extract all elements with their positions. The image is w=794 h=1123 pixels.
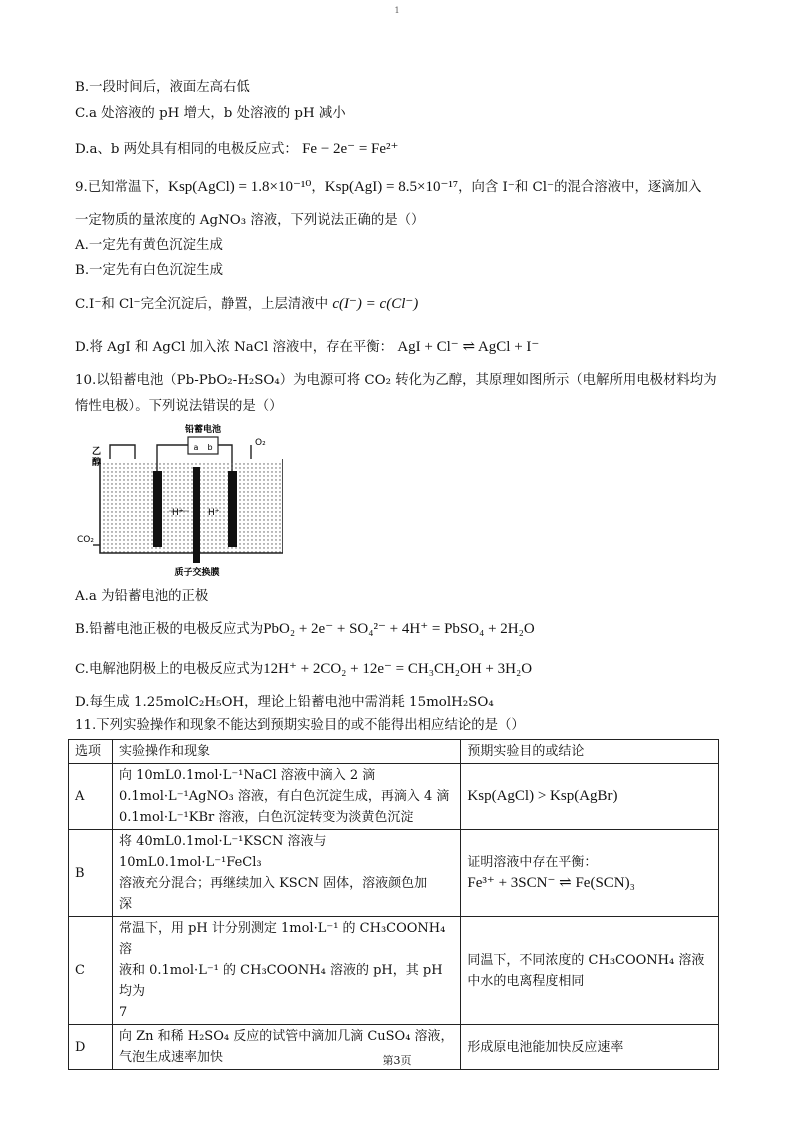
cathode-electrode bbox=[153, 471, 162, 547]
table-row bbox=[69, 764, 719, 830]
q9-option-d-text: D.将 AgI 和 AgCl 加入浓 NaCl 溶液中，存在平衡： bbox=[75, 340, 394, 355]
row-d-concl-line: 形成原电池能加快反应速率 bbox=[467, 1039, 624, 1055]
table-header-conclusion: 预期实验目的或结论 bbox=[461, 740, 719, 764]
electrolysis-diagram-svg bbox=[75, 419, 283, 579]
q10-option-b bbox=[75, 620, 535, 639]
q9-stem-tail: ，向含 I⁻和 Cl⁻的混合溶液中，逐滴加入 bbox=[458, 180, 702, 195]
row-b-option: B bbox=[69, 830, 113, 917]
page-header-mark: 1 bbox=[394, 6, 400, 15]
q9-option-d-formula: AgI + Cl⁻ ⇌ AgCl + I⁻ bbox=[397, 339, 540, 355]
row-a-concl-line: Ksp(AgCl) > Ksp(AgBr) bbox=[467, 788, 618, 804]
row-b-concl-line: Fe³⁺ + 3SCN⁻ ⇌ Fe(SCN)₃ bbox=[467, 875, 635, 891]
q8-option-c: C.a 处溶液的 pH 增大，b 处溶液的 pH 减小 bbox=[75, 106, 346, 121]
q8-option-d-formula: Fe − 2e⁻ = Fe²⁺ bbox=[302, 141, 399, 157]
q10-stem-line1: 10.以铅蓄电池（Pb-PbO₂-H₂SO₄）为电源可将 CO₂ 转化为乙醇，其原理如图所示（电解所用电极材料均为 bbox=[75, 373, 717, 388]
electrolyte bbox=[100, 463, 283, 553]
q9-ksp-agcl: Ksp(AgCl) = 1.8×10⁻¹⁰ bbox=[168, 179, 312, 195]
q10-stem-line2: 惰性电极）。下列说法错误的是（） bbox=[75, 399, 283, 414]
row-c-option: C bbox=[69, 917, 113, 1025]
q10-option-c-text: C.电解池阴极上的电极反应式为 bbox=[75, 662, 264, 677]
q8-option-d bbox=[75, 140, 398, 159]
proton-exchange-membrane bbox=[193, 467, 200, 563]
row-c-op-line: 常温下，用 pH 计分别测定 1mol·L⁻¹ 的 CH₃COONH₄ 溶 bbox=[118, 921, 446, 957]
anode-electrode bbox=[228, 471, 237, 547]
q9-option-d bbox=[75, 338, 539, 357]
table-header-row bbox=[69, 740, 719, 764]
row-a-option: A bbox=[69, 764, 113, 830]
row-c-concl-line: 中水的电离程度相同 bbox=[467, 973, 585, 989]
q9-stem-intro: 9.已知常温下， bbox=[75, 180, 169, 195]
q9-option-c-text: C.I⁻和 Cl⁻完全沉淀后，静置，上层清液中 bbox=[75, 297, 329, 312]
table-header-operation: 实验操作和现象 bbox=[112, 740, 460, 764]
q9-stem-line1 bbox=[75, 178, 701, 197]
row-b-op-line: 将 40mL0.1mol·L⁻¹KSCN 溶液与 10mL0.1mol·L⁻¹FeCl₃ bbox=[118, 834, 327, 870]
q10-option-c bbox=[75, 660, 532, 679]
table-header-option: 选项 bbox=[69, 740, 113, 764]
row-a-op-line: 0.1mol·L⁻¹AgNO₃ 溶液，有白色沉淀生成，再滴入 4 滴 bbox=[118, 789, 450, 804]
oxygen-label: O₂ bbox=[255, 438, 266, 448]
q9-separator: ， bbox=[311, 180, 325, 195]
row-d-option: D bbox=[69, 1025, 113, 1070]
row-b-conclusion bbox=[461, 830, 719, 917]
q11-table bbox=[68, 739, 719, 1070]
q10-option-b-text: B.铅蓄电池正极的电极反应式为 bbox=[75, 622, 264, 637]
q9-option-a: A.一定先有黄色沉淀生成 bbox=[75, 238, 223, 253]
battery-box bbox=[188, 437, 218, 454]
q9-ksp-agi: Ksp(AgI) = 8.5×10⁻¹⁷ bbox=[324, 179, 459, 195]
co2-label: CO₂ bbox=[77, 535, 94, 545]
q11-stem: 11.下列实验操作和现象不能达到预期实验目的或不能得出相应结论的是（） bbox=[75, 718, 525, 733]
q10-option-a: A.a 为铅蓄电池的正极 bbox=[75, 589, 209, 604]
electrolysis-diagram bbox=[75, 419, 283, 579]
q9-stem-line2: 一定物质的量浓度的 AgNO₃ 溶液，下列说法正确的是（） bbox=[75, 213, 425, 228]
ethanol-outlet bbox=[110, 445, 135, 459]
row-a-conclusion bbox=[461, 764, 719, 830]
row-a-operation bbox=[112, 764, 460, 830]
q10-option-d: D.每生成 1.25molC₂H₅OH，理论上铅蓄电池中需消耗 15molH₂SO₄ bbox=[75, 695, 494, 710]
q10-option-b-formula: PbO₂ + 2e⁻ + SO₄²⁻ + 4H⁺ = PbSO₄ + 2H₂O bbox=[263, 621, 535, 637]
row-b-op-line: 溶液充分混合；再继续加入 KSCN 固体，溶液颜色加 bbox=[118, 876, 428, 891]
q9-option-b: B.一定先有白色沉淀生成 bbox=[75, 263, 224, 278]
row-b-concl-line: 证明溶液中存在平衡： bbox=[467, 855, 598, 870]
proton-label-right: H⁺ bbox=[208, 508, 220, 518]
row-c-operation bbox=[112, 917, 460, 1025]
page-footer: 第3页 bbox=[382, 1054, 412, 1067]
membrane-label: 质子交换膜 bbox=[174, 568, 220, 578]
q9-option-c bbox=[75, 295, 418, 314]
terminal-a-label: a bbox=[193, 443, 199, 452]
row-b-operation bbox=[112, 830, 460, 917]
table-row bbox=[69, 917, 719, 1025]
row-c-op-line: 液和 0.1mol·L⁻¹ 的 CH₃COONH₄ 溶液的 pH，其 pH 均为 bbox=[118, 963, 443, 999]
row-a-op-line: 0.1mol·L⁻¹KBr 溶液，白色沉淀转变为淡黄色沉淀 bbox=[118, 810, 414, 825]
q8-option-d-text: D.a、b 两处具有相同的电极反应式： bbox=[75, 142, 298, 157]
row-c-concl-line: 同温下，不同浓度的 CH₃COONH₄ 溶液 bbox=[467, 952, 705, 968]
row-c-op-line: 7 bbox=[118, 1005, 128, 1020]
battery-label: 铅蓄电池 bbox=[184, 425, 222, 435]
q8-option-b: B.一段时间后，液面左高右低 bbox=[75, 80, 250, 95]
row-d-op-line: 气泡生成速率加快 bbox=[118, 1050, 223, 1065]
q10-option-c-formula: 12H⁺ + 2CO₂ + 12e⁻ = CH₃CH₂OH + 3H₂O bbox=[263, 661, 533, 677]
table-row bbox=[69, 830, 719, 917]
row-a-op-line: 向 10mL0.1mol·L⁻¹NaCl 溶液中滴入 2 滴 bbox=[118, 768, 376, 783]
proton-label-left: H⁺ bbox=[172, 508, 184, 518]
row-d-op-line: 向 Zn 和稀 H₂SO₄ 反应的试管中滴加几滴 CuSO₄ 溶液， bbox=[118, 1029, 454, 1044]
terminal-b-label: b bbox=[207, 443, 213, 452]
q9-option-c-formula: c(I⁻) = c(Cl⁻) bbox=[332, 296, 419, 312]
ethanol-label-2: 醇 bbox=[92, 458, 102, 468]
row-c-conclusion bbox=[461, 917, 719, 1025]
ethanol-label-1: 乙 bbox=[92, 447, 102, 457]
row-b-op-line: 深 bbox=[118, 897, 132, 912]
